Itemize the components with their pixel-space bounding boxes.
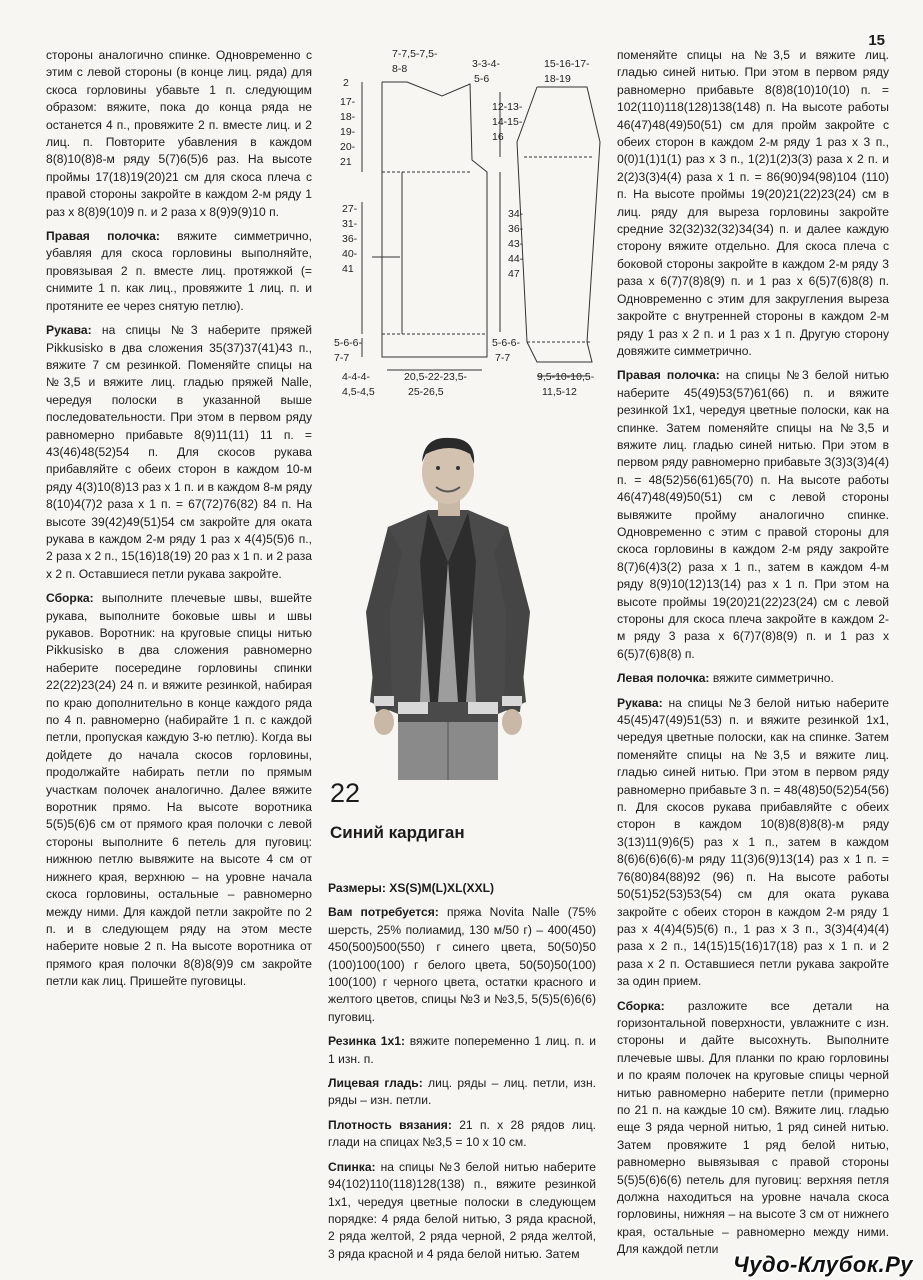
section-heading: Сборка: — [617, 998, 665, 1013]
section-heading: Лицевая гладь: — [328, 1076, 423, 1091]
schema-label: 20,5-22-23,5- — [404, 371, 468, 383]
right-paragraph: Правая полочка: на спицы №3 белой нитью наберите 45(49)53(57)61(66) п. и вяжите резинкой 1x1, чередуя цветные полоски, как на спинке. Затем поменяйте спицы на №3,5 и вяжите лиц. гладью синей нитью. При этом в первом ряду равномерно прибавьте 3(3)3(3)4(4) п. = 48(52)56(61)65(70) п. На высоте работы 46(47)48(49)50(51) см с левой стороны вывяжите пройму аналогично спинке. Одновременно с этим с правой стороны для скоса горловины в каждом 2-м ряду закройте 8(7)6(4)3(2) раза x 1 п., затем в каждом 4-м ряду 8(9)10(12)13(14) раз x 1 п. При этом на высоте проймы 19(20)21(22)23(24) см с левой стороны для скоса плеча закройте в каждом 2-м ряду 3 раза x 6(7)7(8)8(9) п. и 1 раз x 6(5)7(6)8(8) п. — [617, 368, 889, 661]
middle-column — [328, 880, 596, 1270]
mid-paragraph: Плотность вязания: 21 п. x 28 рядов лиц. глади на спицах №3,5 = 10 x 10 см. — [328, 1117, 597, 1150]
schema-label: 17- — [340, 96, 356, 108]
section-heading: Левая полочка: — [617, 671, 710, 686]
schema-label: 4,5-4,5 — [342, 386, 375, 398]
schema-label: 31- — [342, 218, 358, 230]
schema-label: 47 — [508, 268, 520, 280]
left-paragraph: стороны аналогично спинке. Одновременно с этим с левой стороны (в конце лиц. ряда) для скоса горловины убавьте 1 п. следующим образом: вяжите, пока до конца ряда не останется 4 п., провяжите 2 п. вместе лиц. и 2 лиц. п. Повторите убавления в каждом 8(8)10(8)8-м ряду 5(7)6(5)6 раз. На высоте проймы 17(18)19(20)21 см для скоса плеча с правой стороны закройте в каждом 2-м ряду 1 раз x 8(8)9(10)9 п. и 2 раза x 8(9)9(9)10 п. — [46, 48, 312, 219]
mid-paragraph: Резинка 1x1: вяжите попеременно 1 лиц. п. и 1 изн. п. — [328, 1034, 596, 1066]
schema-label: 8-8 — [392, 63, 408, 75]
right-paragraph: Сборка: разложите все детали на горизонтальной поверхности, увлажните с изн. стороны и дайте высохнуть. Выполните плечевые швы. Для планки по краю горловины и по краям полочек на круговые спицы черной нитью равномерно наберите петли (примерно по 21 п. на каждые 10 см). Вяжите лиц. гладью еще 3 ряда черной нитью, 1 ряд синей нитью. Затем провяжите 1 ряд белой нитью, равномерно вывязывая с правой стороны 5(5)5(6)6(6) петель для пуговиц: верхняя петля должна находиться на уровне начала скоса горловины, нижняя – на высоте 3 см от нижнего края, остальные – равномерно между ними. Для каждой петли — [617, 998, 889, 1257]
schema-label: 19- — [340, 126, 356, 138]
schema-label: 36- — [342, 233, 358, 245]
pattern-title: Синий кардиган — [330, 823, 465, 842]
schema-label: 43- — [508, 238, 524, 250]
mid-paragraph: Размеры: XS(S)M(L)XL(XXL) — [328, 881, 495, 895]
site-watermark: Чудо-Клубок.Ру — [733, 1252, 913, 1277]
schema-label: 27- — [342, 203, 358, 215]
mid-paragraph: Спинка: на спицы №3 белой нитью наберите 94(102)110(118)128(138) п., вяжите резинкой 1x1, чередуя цветные полоски в следующем порядке: 4 ряда белой нитью, 3 ряда красной, 2 ряда желтой, 2 ряда черной, 2 ряда желтой, 3 ряда красной и 4 ряда белой нитью. Затем — [328, 1159, 596, 1261]
schema-label: 20- — [340, 141, 356, 153]
schema-label: 44- — [508, 253, 524, 265]
schema-label: 5-6-6- — [492, 337, 521, 349]
right-paragraph: Левая полочка: вяжите симметрично. — [617, 671, 834, 686]
page-number: 15 — [868, 32, 885, 49]
section-heading: Вам потребуется: — [328, 905, 439, 920]
schema-label: 5-6-6- — [334, 337, 363, 349]
schema-label: 3-3-4- — [472, 58, 501, 70]
left-column — [46, 47, 312, 998]
mid-paragraph: Лицевая гладь: лиц. ряды – лиц. петли, изн. ряды – изн. петли. — [328, 1076, 596, 1108]
left-paragraph: Рукава: на спицы №3 наберите пряжей Pikkusisko в два сложения 35(37)37(41)43 п., вяжите 7 см резинкой. Поменяйте спицы на №3,5 и вяжите лиц. гладью пряжей Nalle, чередуя полоски в указанной выше последовательности. При этом в первом ряду равномерно прибавьте 8(9)11(11) 11 п. = 43(46)48(52)54 п. Для скосов рукава прибавляйте с обеих сторон в каждом 10-м ряду 4(3)10(8)13 раз x 1 п. и в каждом 8-м ряду 8(10)4(7)2 раза x 1 п. = 67(72)76(82) 84 п. На высоте 39(42)49(51)54 см закройте для оката рукава в каждом 2-м ряду 1 раз x 4(4)5(5)6 п., 2 раза x 2 п., 15(16)18(19) 20 раз x 1 п. и 2 раза x 2 п. Оставшиеся петли рукава закройте. — [46, 323, 313, 581]
schema-label: 18- — [340, 111, 356, 123]
schema-label: 5-6 — [474, 73, 490, 85]
schema-label: 12-13- — [492, 101, 523, 113]
schema-label: 18-19 — [544, 73, 571, 85]
pattern-number: 22 — [330, 778, 361, 808]
right-column — [617, 47, 889, 1266]
schema-label: 7-7 — [334, 352, 350, 364]
schema-label: 40- — [342, 248, 358, 260]
schema-label: 25-26,5 — [408, 386, 444, 398]
section-heading: Сборка: — [46, 591, 94, 606]
schema-label: 14-15- — [492, 116, 523, 128]
section-heading: Спинка: — [328, 1159, 376, 1174]
schema-label: 9,5-10-10,5- — [537, 371, 595, 383]
schema-label: 21 — [340, 156, 352, 168]
section-heading: Правая полочка: — [617, 368, 720, 383]
pattern-schematic — [332, 42, 610, 412]
schema-label: 7-7 — [495, 352, 511, 364]
section-heading: Рукава: — [46, 323, 92, 338]
mid-paragraph: Вам потребуется: пряжа Novita Nalle (75% шерсть, 25% полиамид, 130 м/50 г) – 400(450) 450(500)500(550) г синего цвета, 50(50)50 (100)100(100) г белого цвета, 50(50)50(100) 100(100) г черного цвета, остатки красного и желтого цветов, спицы №3 и №3,5, 5(5)5(6)6(6) пуговиц. — [328, 905, 596, 1024]
right-paragraph: поменяйте спицы на №3,5 и вяжите лиц. гладью синей нитью. При этом в первом ряду равномерно прибавьте 8(8)8(10)10(10) п. = 102(110)118(128)138(148) п. На высоте работы 46(47)48(49)50(51) см для пройм закройте с обеих сторон в каждом 2-м ряду 1 раз x 3 п., 0(0)1(1)1(1) раз x 3 п., 1(2)1(2)3(3) раза x 2 п. и 2(2)3(3)4(4) раза x 1 п. = 86(90)94(98)104 (110) п. На высоте проймы 19(20)21(22)23(24) см в лиц. ряду для выреза горловины закройте средние 32(32)32(32)34(34) п. и далее каждую сторону вяжите отдельно. Для скоса плеча с боковой стороны закройте в каждом 2-м ряду 3 раза x 6(7)7(8)8(9) п. и 1 раз x 6(5)7(6)8(8) п. Одновременно с этим для закругления выреза закройте с внутренней стороны в каждом 2-м ряду 1 раз x 2 п. и 1 раз x 1 п. Другую сторону довяжите симметрично. — [617, 48, 889, 358]
schema-label: 15-16-17- — [544, 58, 590, 70]
right-paragraph: Рукава: на спицы №3 белой нитью наберите 45(45)47(49)51(53) п. и вяжите резинкой 1x1, чередуя цветные полоски, как на спинке. Затем поменяйте спицы на №3,5 и вяжите лиц. гладью синей нитью. При этом в первом ряду равномерно прибавьте 3 п. = 48(48)50(52)54(56) п. Для скосов рукава прибавляйте с обеих сторон в каждом 10(8)8(8)8(8)-м ряду 3(13)11(9)6(5) раз x 1 п., затем в каждом 8(6)6(6)6(6)-м ряду 11(3)6(9)13(14) раз x 1 п. = 76(80)84(88)92 (96) п. На высоте работы 50(51)52(53)53(54) см для оката рукава закройте с обеих сторон в каждом 2-м ряду 1 раз x 4(4)4(5)5(6) п., 1 раз x 3 п., 3(3)4(4)4(4) раза x 2 п., 14(15)15(16)17(18) раз x 1 п. и 2 раза x 2 п. Оставшиеся петли рукава закройте за один прием. — [617, 695, 889, 989]
left-paragraph: Правая полочка: вяжите симметрично, убавляя для скоса горловины выполняйте, провязывая 2 п. вместе лиц. протяжкой (= снимите 1 п. как лиц., провяжите 1 лиц. п. и протяните ее через снятую петлю). — [46, 229, 312, 313]
schema-label: 11,5-12 — [542, 386, 577, 398]
schema-label: 41 — [342, 263, 354, 275]
schema-label: 16 — [492, 131, 504, 143]
schema-label: 2 — [343, 77, 349, 89]
schema-label: 36- — [508, 223, 524, 235]
section-heading: Плотность вязания: — [328, 1117, 452, 1132]
section-heading: Правая полочка: — [46, 229, 160, 244]
section-heading: Размеры: — [328, 881, 386, 895]
schema-label: 7-7,5-7,5- — [392, 48, 438, 60]
schema-label: 4-4-4- — [342, 371, 371, 383]
left-paragraph: Сборка: выполните плечевые швы, вшейте рукава, выполните боковые швы и швы рукавов. Воротник: на круговые спицы нитью Pikkusisko в два сложения равномерно наберите посередине горловины спинки 22(22)23(24) 24 п. и вяжите резинкой, набирая по краю дополнительно в конце каждого ряда по 4 п. равномерно (набирайте 1 п. с каждой петли, пропуская каждую 3-ю петлю). Когда вы дойдете до начала скосов горловины, продолжайте набирать петли по прямым участкам полочек аналогично. Далее вяжите воротник прямо. На высоте воротника 5(5)5(6)6 см от прямого края полочки с левой стороны выполните 6 петель для пуговиц: нижнюю петлю вывяжите на высоте 4 см от нижнего края, верхнюю – на уровне начала скоса горловины, остальные – равномерно между ними. Для каждой петли закройте по 2 п. и в следующем ряду на этом месте наберите новые 2 п. На высоте воротника от прямого края полочки 8(8)8(9)9 см закройте петли как лиц. Пришейте пуговицы. — [46, 591, 312, 989]
schema-labels — [334, 48, 595, 398]
schema-label: 34- — [508, 208, 524, 220]
section-heading: Рукава: — [617, 695, 663, 710]
model-photo — [358, 432, 538, 780]
section-heading: Резинка 1x1: — [328, 1034, 405, 1049]
